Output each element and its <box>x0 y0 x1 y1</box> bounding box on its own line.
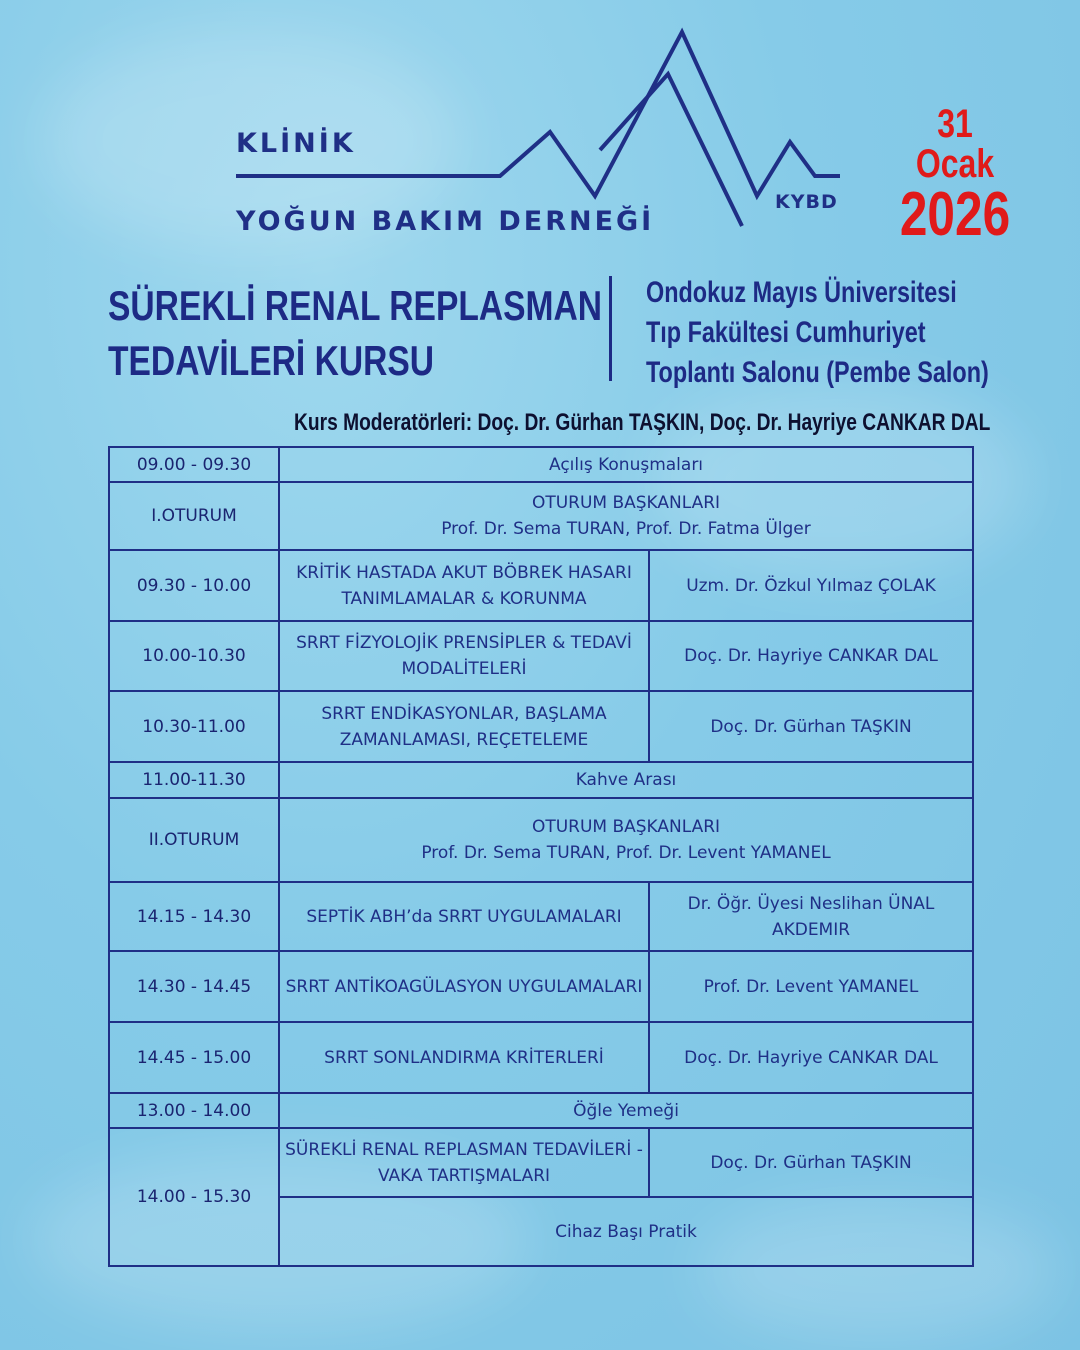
course-title-line2: TEDAVİLERİ KURSU <box>108 337 435 384</box>
schedule-row <box>109 691 973 762</box>
session-topic: KRİTİK HASTADA AKUT BÖBREK HASARI TANIMLAMALAR & KORUNMA <box>279 550 649 621</box>
session-speaker: Doç. Dr. Gürhan TAŞKIN <box>649 691 973 762</box>
logo-text-klinik: KLİNİK <box>236 128 356 159</box>
session-chairs-heading: OTURUM BAŞKANLARI <box>531 817 721 837</box>
schedule-row <box>109 1093 973 1128</box>
session-time: 09.00 - 09.30 <box>109 447 279 482</box>
event-date <box>895 102 1015 249</box>
schedule-row <box>109 482 973 550</box>
session-time: 10.30-11.00 <box>109 691 279 762</box>
session-speaker: Prof. Dr. Levent YAMANEL <box>649 951 973 1022</box>
schedule-row <box>109 1022 973 1093</box>
session-chairs-names: Prof. Dr. Sema TURAN, Prof. Dr. Fatma Ülger <box>441 519 811 539</box>
schedule-row <box>109 1128 973 1197</box>
event-date-day-month: 31 Ocak <box>915 102 995 186</box>
heartbeat-line-outer <box>236 32 840 196</box>
session-practice: Cihaz Başı Pratik <box>279 1197 973 1266</box>
session-time: 11.00-11.30 <box>109 762 279 798</box>
logo-abbreviation: KYBD <box>775 191 838 213</box>
session-speaker: Doç. Dr. Hayriye CANKAR DAL <box>649 621 973 691</box>
course-moderators: Kurs Moderatörleri: Doç. Dr. Gürhan TAŞKIN, Doç. Dr. Hayriye CANKAR DAL <box>294 409 991 436</box>
venue-line1: Ondokuz Mayıs Üniversitesi <box>646 276 957 309</box>
session-span: Açılış Konuşmaları <box>279 447 973 482</box>
schedule-row <box>109 882 973 951</box>
session-time: 14.30 - 14.45 <box>109 951 279 1022</box>
session-label: II.OTURUM <box>109 798 279 882</box>
session-topic: SRRT ANTİKOAGÜLASYON UYGULAMALARI <box>279 951 649 1022</box>
schedule-row <box>109 621 973 691</box>
schedule-row <box>109 550 973 621</box>
course-title <box>108 278 602 388</box>
session-topic: SRRT SONLANDIRMA KRİTERLERİ <box>279 1022 649 1093</box>
schedule-row <box>109 447 973 482</box>
session-time: 14.45 - 15.00 <box>109 1022 279 1093</box>
session-topic: SRRT ENDİKASYONLAR, BAŞLAMA ZAMANLAMASI, REÇETELEME <box>279 691 649 762</box>
title-divider <box>609 276 612 381</box>
session-speaker: Doç. Dr. Hayriye CANKAR DAL <box>649 1022 973 1093</box>
session-speaker: Dr. Öğr. Üyesi Neslihan ÜNAL AKDEMIR <box>649 882 973 951</box>
session-speaker: Doç. Dr. Gürhan TAŞKIN <box>649 1128 973 1197</box>
schedule-row <box>109 762 973 798</box>
schedule-row <box>109 798 973 882</box>
session-time: 13.00 - 14.00 <box>109 1093 279 1128</box>
session-time: 09.30 - 10.00 <box>109 550 279 621</box>
session-topic: SÜREKLİ RENAL REPLASMAN TEDAVİLERİ -VAKA TARTIŞMALARI <box>279 1128 649 1197</box>
session-time: 10.00-10.30 <box>109 621 279 691</box>
schedule-table <box>108 446 974 1267</box>
session-label: I.OTURUM <box>109 482 279 550</box>
event-date-year: 2026 <box>899 180 1011 249</box>
session-time: 14.00 - 15.30 <box>109 1128 279 1266</box>
session-speaker: Uzm. Dr. Özkul Yılmaz ÇOLAK <box>649 550 973 621</box>
session-chairs-heading: OTURUM BAŞKANLARI <box>531 493 721 513</box>
venue-line2: Tıp Fakültesi Cumhuriyet <box>646 316 926 349</box>
session-chairs <box>279 482 973 550</box>
session-chairs <box>279 798 973 882</box>
venue <box>646 273 989 393</box>
venue-line3: Toplantı Salonu (Pembe Salon) <box>646 356 989 389</box>
session-span: Kahve Arası <box>279 762 973 798</box>
logo-text-association: YOĞUN BAKIM DERNEĞİ <box>236 206 655 237</box>
session-span: Öğle Yemeği <box>279 1093 973 1128</box>
session-time: 14.15 - 14.30 <box>109 882 279 951</box>
session-topic: SRRT FİZYOLOJİK PRENSİPLER & TEDAVİ MODALİTELERİ <box>279 621 649 691</box>
session-chairs-names: Prof. Dr. Sema TURAN, Prof. Dr. Levent YAMANEL <box>421 843 831 863</box>
course-title-line1: SÜREKLİ RENAL REPLASMAN <box>108 282 603 329</box>
schedule-row <box>109 951 973 1022</box>
session-topic: SEPTİK ABH’da SRRT UYGULAMALARI <box>279 882 649 951</box>
